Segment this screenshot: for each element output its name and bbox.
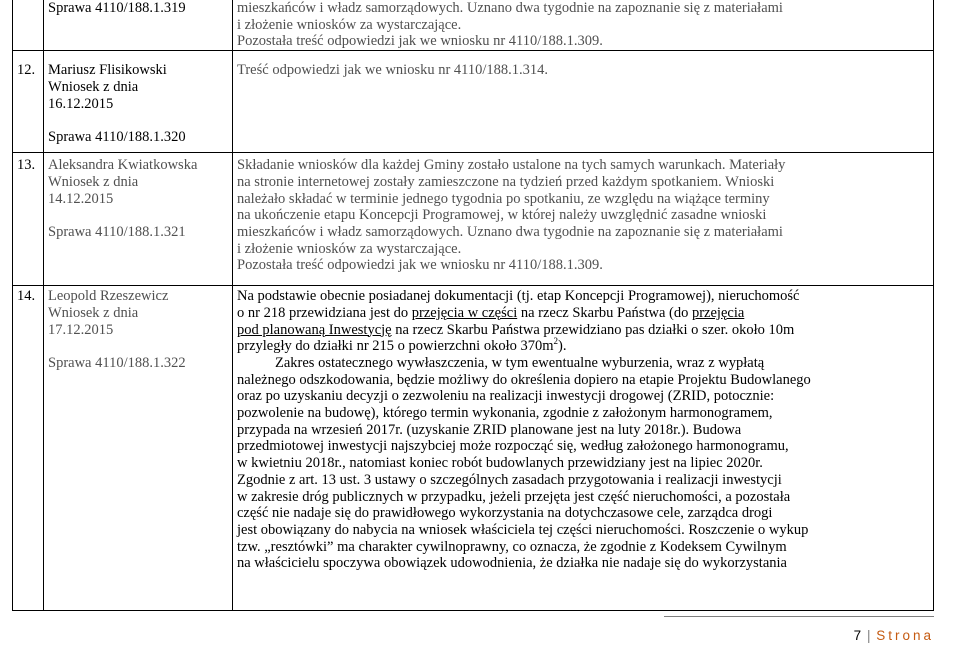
answer-cell bbox=[233, 0, 934, 51]
row-number-text: 13. bbox=[17, 157, 36, 174]
response-table bbox=[12, 0, 934, 611]
answer-line: Pozostała treść odpowiedzi jak we wniosku nr 4110/188.1.309. bbox=[237, 257, 603, 274]
request-date: 14.12.2015 bbox=[48, 190, 114, 207]
answer-line: Na podstawie obecnie posiadanej dokumentacji (tj. etap Koncepcji Programowej), nieruchomość bbox=[237, 288, 800, 305]
request-label: Wniosek z dnia bbox=[48, 78, 139, 95]
answer-text: przyległy do działki nr 215 o powierzchni około 370m bbox=[237, 338, 554, 355]
row-number bbox=[13, 286, 44, 611]
answer-underlined-text: przejęcia bbox=[691, 304, 745, 321]
answer-text: na rzecz Skarbu Państwa przewidziano pas działki o szer. około 10m bbox=[391, 321, 795, 338]
case-number: Sprawa 4110/188.1.319 bbox=[48, 0, 186, 16]
row-number bbox=[13, 0, 44, 51]
answer-line: jest obowiązany do nabycia na wniosek właściciela tej części nieruchomości. Roszczenie o wykup bbox=[237, 521, 809, 538]
request-label: Wniosek z dnia bbox=[48, 304, 139, 321]
table-row bbox=[13, 51, 934, 153]
answer-line: część nie nadaje się do prawidłowego wykorzystania na dotychczasowe cele, zarządca drogi bbox=[237, 505, 773, 522]
applicant-cell bbox=[44, 0, 233, 51]
answer-line: Pozostała treść odpowiedzi jak we wniosku nr 4110/188.1.309. bbox=[237, 33, 603, 50]
row-number bbox=[13, 51, 44, 153]
answer-underlined-text: pod planowaną Inwestycję bbox=[237, 321, 392, 338]
answer-line: należnego odszkodowania, będzie możliwy do określenia dopiero na etapie Projektu Budowlanego bbox=[237, 371, 811, 388]
table-row bbox=[13, 153, 934, 286]
applicant-cell bbox=[44, 51, 233, 153]
applicant-name: Aleksandra Kwiatkowska bbox=[48, 157, 198, 174]
answer-line: Składanie wniosków dla każdej Gminy zostało ustalone na tych samych warunkach. Materiały bbox=[237, 157, 786, 174]
case-number: Sprawa 4110/188.1.320 bbox=[48, 129, 186, 146]
page-footer bbox=[854, 628, 934, 643]
request-date: 17.12.2015 bbox=[48, 321, 114, 338]
answer-line: na ukończenie etapu Koncepcji Programowej, w której należy uwzględnić zasadne wnioski bbox=[237, 207, 767, 224]
answer-line: w zakresie dróg publicznych w przypadku, jeżeli przejęta jest część nieruchomości, a pozostała bbox=[237, 488, 791, 505]
row-number bbox=[13, 153, 44, 286]
request-date: 16.12.2015 bbox=[48, 95, 114, 112]
superscript: 2 bbox=[553, 336, 559, 347]
row-number-text: 14. bbox=[17, 288, 36, 305]
answer-line: tzw. „resztówki” ma charakter cywilnoprawny, co oznacza, że zgodnie z Kodeksem Cywilnym bbox=[237, 538, 787, 555]
answer-line: Zgodnie z art. 13 ust. 3 ustawy o szczególnych zasadach przygotowania i realizacji inwestycji bbox=[237, 471, 782, 488]
page-word: Strona bbox=[876, 628, 934, 643]
answer-text: ). bbox=[558, 338, 567, 355]
table-row bbox=[13, 286, 934, 611]
answer-cell bbox=[233, 51, 934, 153]
request-label: Wniosek z dnia bbox=[48, 173, 139, 190]
answer-line: przedmiotowej inwestycji najszybciej może rozpocząć się, według założonego harmonogramu, bbox=[237, 438, 789, 455]
answer-line bbox=[237, 305, 929, 322]
page-number: 7 bbox=[853, 628, 862, 643]
case-number: Sprawa 4110/188.1.321 bbox=[48, 224, 186, 241]
answer-line: Zakres ostatecznego wywłaszczenia, w tym ewentualne wyburzenia, wraz z wypłatą bbox=[275, 354, 765, 371]
answer-line bbox=[237, 338, 929, 355]
answer-line: należało składać w terminie jednego tygodnia po spotkaniu, ze względu na wiążące terminy bbox=[237, 190, 770, 207]
answer-line: i złożenie wniosków za wystarczające. bbox=[237, 16, 462, 33]
answer-text: o nr 218 przewidziana jest do bbox=[237, 304, 412, 321]
answer-line: mieszkańców i władz samorządowych. Uznano dwa tygodnie na zapoznanie się z materiałami bbox=[237, 0, 783, 16]
applicant-cell bbox=[44, 153, 233, 286]
applicant-cell bbox=[44, 286, 233, 611]
answer-line bbox=[237, 322, 929, 339]
answer-line: oraz po uzyskaniu decyzji o zezwoleniu na realizacji inwestycji drogowej (ZRID, potocznie: bbox=[237, 388, 775, 405]
footer-divider bbox=[664, 616, 934, 617]
answer-line: na stronie internetowej zostały zamieszczone na tydzień przed każdym spotkaniem. Wnioski bbox=[237, 173, 775, 190]
answer-line: i złożenie wniosków za wystarczające. bbox=[237, 240, 462, 257]
answer-line: przypada na wrzesień 2017r. (uzyskanie ZRID planowane jest na luty 2018r.). Budowa bbox=[237, 421, 742, 438]
answer-line: w kwietniu 2018r., natomiast koniec robót budowlanych przewidziany jest na lipiec 2020r. bbox=[237, 455, 763, 472]
applicant-name: Mariusz Flisikowski bbox=[48, 62, 167, 79]
answer-cell bbox=[233, 153, 934, 286]
answer-cell bbox=[233, 286, 934, 611]
answer-line: na właścicielu spoczywa obowiązek udowodnienia, że działka nie nadaje się do wykorzystania bbox=[237, 555, 787, 572]
table-row bbox=[13, 0, 934, 51]
answer-line: mieszkańców i władz samorządowych. Uznano dwa tygodnie na zapoznanie się z materiałami bbox=[237, 223, 783, 240]
case-number: Sprawa 4110/188.1.322 bbox=[48, 355, 186, 372]
answer-text: na rzecz Skarbu Państwa (do bbox=[517, 304, 692, 321]
row-number-text: 12. bbox=[17, 62, 36, 79]
footer-separator: | bbox=[866, 628, 871, 643]
answer-line: Treść odpowiedzi jak we wniosku nr 4110/188.1.314. bbox=[237, 62, 549, 79]
applicant-name: Leopold Rzeszewicz bbox=[48, 288, 169, 305]
answer-underlined-text: przejęcia w części bbox=[411, 304, 518, 321]
answer-line: pozwolenie na budowę), którego termin wykonania, zgodnie z założonym harmonogramem, bbox=[237, 405, 773, 422]
